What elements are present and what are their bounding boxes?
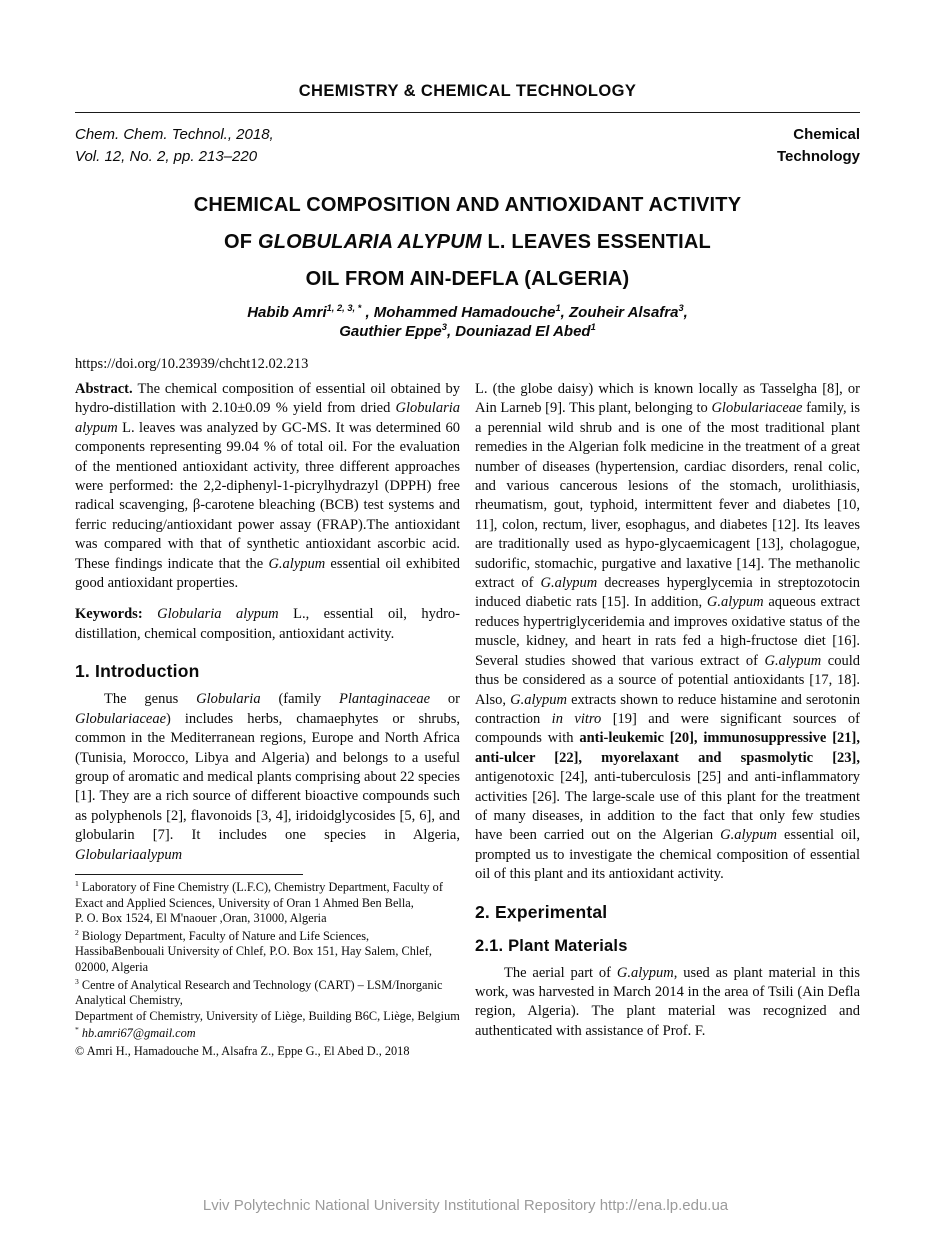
header-divider (75, 112, 860, 113)
journal-name (777, 124, 860, 168)
keywords-paragraph: Keywords: Globularia alypum L., essential oil, hydro-distillation, chemical composition, antioxidant activity. (75, 606, 460, 642)
footnote-affiliation-3: $^3$ Centre of Analytical Research and Technology (CART) – LSM/Inorganic Analytical Chemistry, Department of Chemistry, University of Liège, Building B6C, Liège, Belgium (75, 976, 460, 1023)
running-head: CHEMISTRY & CHEMICAL TECHNOLOGY (298, 82, 637, 100)
journal-citation-line2: Vol. 12, No. 2, pp. 213–220 (75, 148, 258, 165)
footnote-divider (75, 874, 303, 875)
abstract-paragraph: Abstract. The chemical composition of essential oil obtained by hydro-distillation with 2.10±0.09 % yield from dried Globularia alypum L. leaves was analyzed by GC-MS. It was determined 60 components representing 99.04 % of total oil. For the evaluation of the mentioned antioxidant activity, three different approaches were performed: the 2,2-diphenyl-1-picrylhydrazyl (DPPH) free radical scavenging, β-carotene bleaching (BCB) test systems and ferric reducing/antioxidant power assay (FRAP).The antioxidant was compared with that of synthetic antioxidant ascorbic acid. These findings indicate that the G.alypum essential oil exhibited good antioxidant properties. (75, 381, 460, 592)
introduction-paragraph: The genus Globularia (family Plantaginaceae or Globulariaceae) includes herbs, chamaephytes or shrubs, common in the Mediterranean regions, Europe and North Africa (Tunisia, Morocco, Libya and Algeria) and belongs to a useful group of aromatic and medical plants comprising about 22 species [1]. They are a rich source of different bioactive compounds such as polyphenols [2], flavonoids [3, 4], iridoidglycosides [5, 6], and globularin [7]. It includes one species in Algeria, Globulariaalypum (75, 691, 460, 863)
authors-line1: Habib Amri$^{1, 2, 3, *}$ , Mohammed Hamadouche$^1$, Zouheir Alsafra$^3$, (247, 303, 688, 321)
left-column (75, 380, 460, 1059)
paper-title-line2: OF GLOBULARIA ALYPUM L. LEAVES ESSENTIAL (224, 231, 711, 253)
doi-link: https://doi.org/10.23939/chcht12.02.213 (75, 356, 309, 372)
journal-name-line1: Chemical (793, 126, 860, 143)
journal-citation (75, 124, 274, 168)
footnotes-block (75, 874, 460, 1060)
footnote-copyright: © Amri H., Hamadouche M., Alsafra Z., Eppe G., El Abed D., 2018 (75, 1043, 410, 1058)
right-column (475, 380, 860, 1059)
two-column-body (75, 380, 860, 1059)
section-heading-introduction: 1. Introduction (75, 661, 200, 682)
paper-title-line1: CHEMICAL COMPOSITION AND ANTIOXIDANT ACTIVITY (193, 194, 742, 216)
journal-info-row (75, 124, 860, 168)
journal-name-line2: Technology (776, 148, 860, 165)
section-heading-experimental: 2. Experimental (475, 901, 608, 922)
plant-materials-paragraph: The aerial part of G.alypum, used as plant material in this work, was harvested in March 2014 in the area of Tsili (Ain Defla region, Algeria). The plant material was recognized and authenticated with assistance of Prof. F. (475, 964, 860, 1039)
footnote-affiliation-1: $^1$ Laboratory of Fine Chemistry (L.F.C), Chemistry Department, Faculty of Exact and Applied Sciences, University of Oran 1 Ahmed Ben Bella, P. O. Box 1524, El M'naouer ,Oran, 31000, Algeria (75, 878, 443, 926)
repository-footer: Lviv Polytechnic National University Institutional Repository http://ena.lp.edu.ua (202, 1197, 729, 1214)
subsection-heading-plant-materials: 2.1. Plant Materials (475, 936, 628, 955)
paper-title (75, 187, 860, 298)
authors-block (75, 303, 860, 341)
authors-line2: Gauthier Eppe$^3$, Douniazad El Abed$^1$ (339, 322, 596, 340)
footnote-email: * hb.amri67@gmail.com (75, 1025, 196, 1041)
introduction-continued-paragraph: L. (the globe daisy) which is known locally as Tasselgha [8], or Ain Larneb [9]. This plant, belonging to Globulariaceae family, is a perennial wild shrub and is one of the most traditional plant remedies in the Algerian folk medicine in the treatment of a great number of diseases (hypertension, cardiac disorders, renal colic, and various cancerous lesions of the stomach, urolithiasis, rheumatism, gout, typhoid, intermittent fever and diabetes [10, 11], colon, rectum, liver, esophagus, and diabetes [12]. Its leaves are traditionally used as hypo-glycaemicagent [13], cholagogue, sudorific, stomachic, purgative and laxative [14]. The methanolic extract of G.alypum decreases hyperglycemia in streptozotocin induced diabetic rats [15]. In addition, G.alypum aqueous extract reduces hypertriglyceridemia and improves oxidative status of the muscle, kidney, and heart in rats fed a high-fructose diet [16]. Several studies showed that various extract of G.alypum could thus be considered as a source of potential antioxidants [17, 18]. Also, G.alypum extracts shown to reduce histamine and serotonin contraction in vitro [19] and were significant sources of compounds with anti-leukemic [20], immunosuppressive [21], anti-ulcer [22], myorelaxant and spasmolytic [23], antigenotoxic [24], anti-tuberculosis [25] and anti-inflammatory activities [26]. The large-scale use of this plant for the treatment of many diseases, in addition to the fact that only few studies have been carried out on the Algerian G.alypum essential oil, prompted us to investigate the chemical composition of essential oil of this plant and its antioxidant activity. (475, 381, 860, 883)
footnote-affiliation-2: $^2$ Biology Department, Faculty of Nature and Life Sciences, HassibaBenbouali University of Chlef, P.O. Box 151, Hay Salem, Chlef, 02000, Algeria (75, 927, 432, 974)
paper-title-line3: OIL FROM AIN-DEFLA (ALGERIA) (305, 268, 630, 290)
journal-citation-line1: Chem. Chem. Technol., 2018, (75, 126, 274, 143)
